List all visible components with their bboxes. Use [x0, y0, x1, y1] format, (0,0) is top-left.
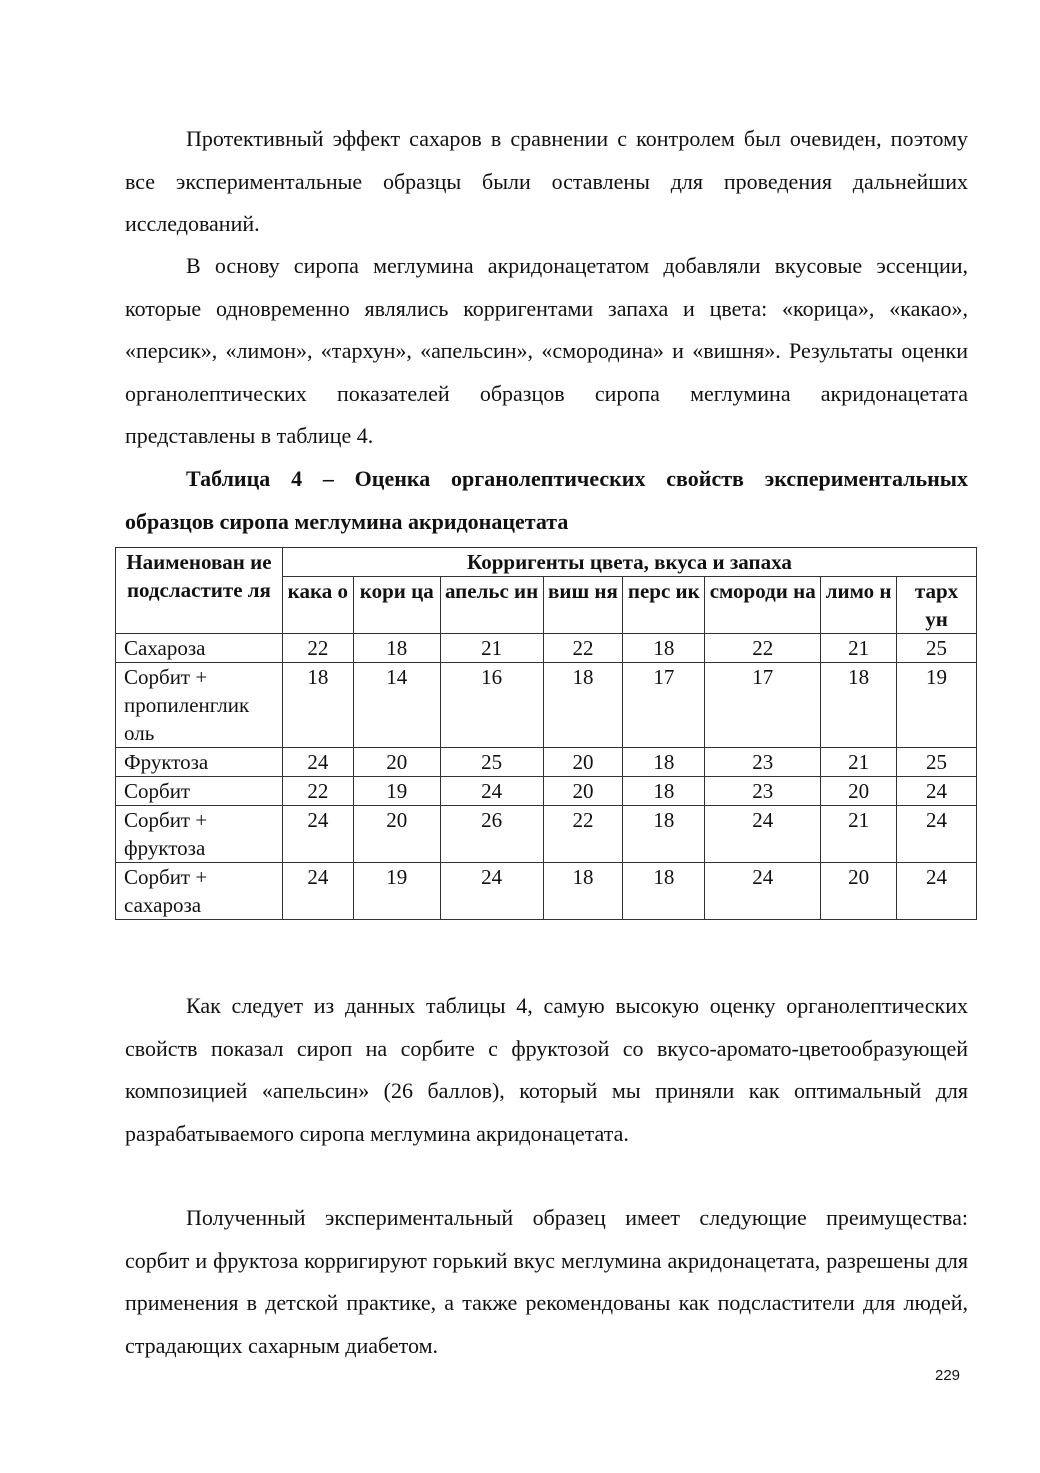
row-sweetener-name: Сорбит + фруктоза [116, 806, 283, 863]
column-header: кори ца [353, 577, 440, 634]
score-cell: 20 [543, 777, 623, 806]
column-header: смороди на [705, 577, 821, 634]
row-sweetener-name: Сахароза [116, 634, 283, 663]
score-cell: 17 [623, 663, 705, 748]
score-cell: 22 [705, 634, 821, 663]
score-cell: 21 [821, 634, 897, 663]
row-sweetener-name: Сорбит + пропиленглик оль [116, 663, 283, 748]
score-cell: 23 [705, 777, 821, 806]
score-cell: 19 [353, 863, 440, 920]
paragraph-3: Как следует из данных таблицы 4, самую высокую оценку органолептических свойств показал сироп на сорбите с фруктозой со вкусо-аромато-цветообразующей композицией «апельсин» (26 баллов), который мы приняли как оптимальный для разрабатываемого сиропа меглумина акридонацетата. [125, 993, 968, 1146]
score-cell: 24 [282, 806, 353, 863]
score-cell: 18 [623, 634, 705, 663]
organoleptic-table [115, 547, 977, 920]
score-cell: 21 [821, 748, 897, 777]
score-cell: 24 [282, 863, 353, 920]
score-cell: 22 [543, 634, 623, 663]
score-cell: 19 [897, 663, 977, 748]
header-correctors-group: Корригенты цвета, вкуса и запаха [282, 548, 976, 577]
score-cell: 20 [543, 748, 623, 777]
score-cell: 20 [353, 806, 440, 863]
score-cell: 24 [440, 863, 543, 920]
score-cell: 17 [705, 663, 821, 748]
score-cell: 25 [897, 634, 977, 663]
row-sweetener-name: Сорбит [116, 777, 283, 806]
score-cell: 20 [821, 777, 897, 806]
score-cell: 24 [897, 777, 977, 806]
score-cell: 18 [623, 777, 705, 806]
score-cell: 18 [623, 806, 705, 863]
row-sweetener-name: Сорбит + сахароза [116, 863, 283, 920]
score-cell: 18 [543, 863, 623, 920]
table-row [116, 663, 977, 748]
score-cell: 24 [897, 863, 977, 920]
score-cell: 25 [897, 748, 977, 777]
column-header: апельс ин [440, 577, 543, 634]
score-cell: 18 [282, 663, 353, 748]
score-cell: 22 [282, 777, 353, 806]
score-cell: 23 [705, 748, 821, 777]
column-header: перс ик [623, 577, 705, 634]
score-cell: 22 [543, 806, 623, 863]
table-caption: Таблица 4 – Оценка органолептических свойств экспериментальных образцов сиропа меглумина акридонацетата [125, 466, 968, 534]
score-cell: 24 [282, 748, 353, 777]
score-cell: 18 [821, 663, 897, 748]
score-cell: 18 [623, 748, 705, 777]
row-sweetener-name: Фруктоза [116, 748, 283, 777]
score-cell: 25 [440, 748, 543, 777]
paragraph-2: В основу сиропа меглумина акридонацетатом добавляли вкусовые эссенции, которые одновременно являлись корригентами запаха и цвета: «корица», «какао», «персик», «лимон», «тархун», «апельсин», «смородина» и «вишня». Результаты оценки органолептических показателей образцов сиропа меглумина акридонацетата представлены в таблице 4. [125, 253, 968, 448]
score-cell: 20 [353, 748, 440, 777]
header-sweetener-name: Наименован ие подсластите ля [116, 548, 283, 634]
score-cell: 22 [282, 634, 353, 663]
column-header: виш ня [543, 577, 623, 634]
column-header: лимо н [821, 577, 897, 634]
score-cell: 19 [353, 777, 440, 806]
table-row [116, 748, 977, 777]
table-body [116, 634, 977, 920]
score-cell: 14 [353, 663, 440, 748]
score-cell: 26 [440, 806, 543, 863]
score-cell: 24 [705, 863, 821, 920]
column-header: тарх ун [897, 577, 977, 634]
table-row [116, 863, 977, 920]
score-cell: 21 [440, 634, 543, 663]
score-cell: 24 [705, 806, 821, 863]
score-cell: 20 [821, 863, 897, 920]
page-number: 229 [935, 1367, 961, 1384]
paragraph-1: Протективный эффект сахаров в сравнении с контролем был очевиден, поэтому все экспериментальные образцы были оставлены для проведения дальнейших исследований. [125, 126, 968, 236]
table-row [116, 806, 977, 863]
table-row [116, 777, 977, 806]
score-cell: 16 [440, 663, 543, 748]
score-cell: 18 [353, 634, 440, 663]
table-row [116, 634, 977, 663]
paragraph-4: Полученный экспериментальный образец имеет следующие преимущества: сорбит и фруктоза корригируют горький вкус меглумина акридонацетата, разрешены для применения в детской практике, а также рекомендованы как подсластители для людей, страдающих сахарным диабетом. [125, 1205, 968, 1358]
score-cell: 18 [543, 663, 623, 748]
score-cell: 21 [821, 806, 897, 863]
score-cell: 24 [897, 806, 977, 863]
score-cell: 24 [440, 777, 543, 806]
column-header: кака о [282, 577, 353, 634]
score-cell: 18 [623, 863, 705, 920]
